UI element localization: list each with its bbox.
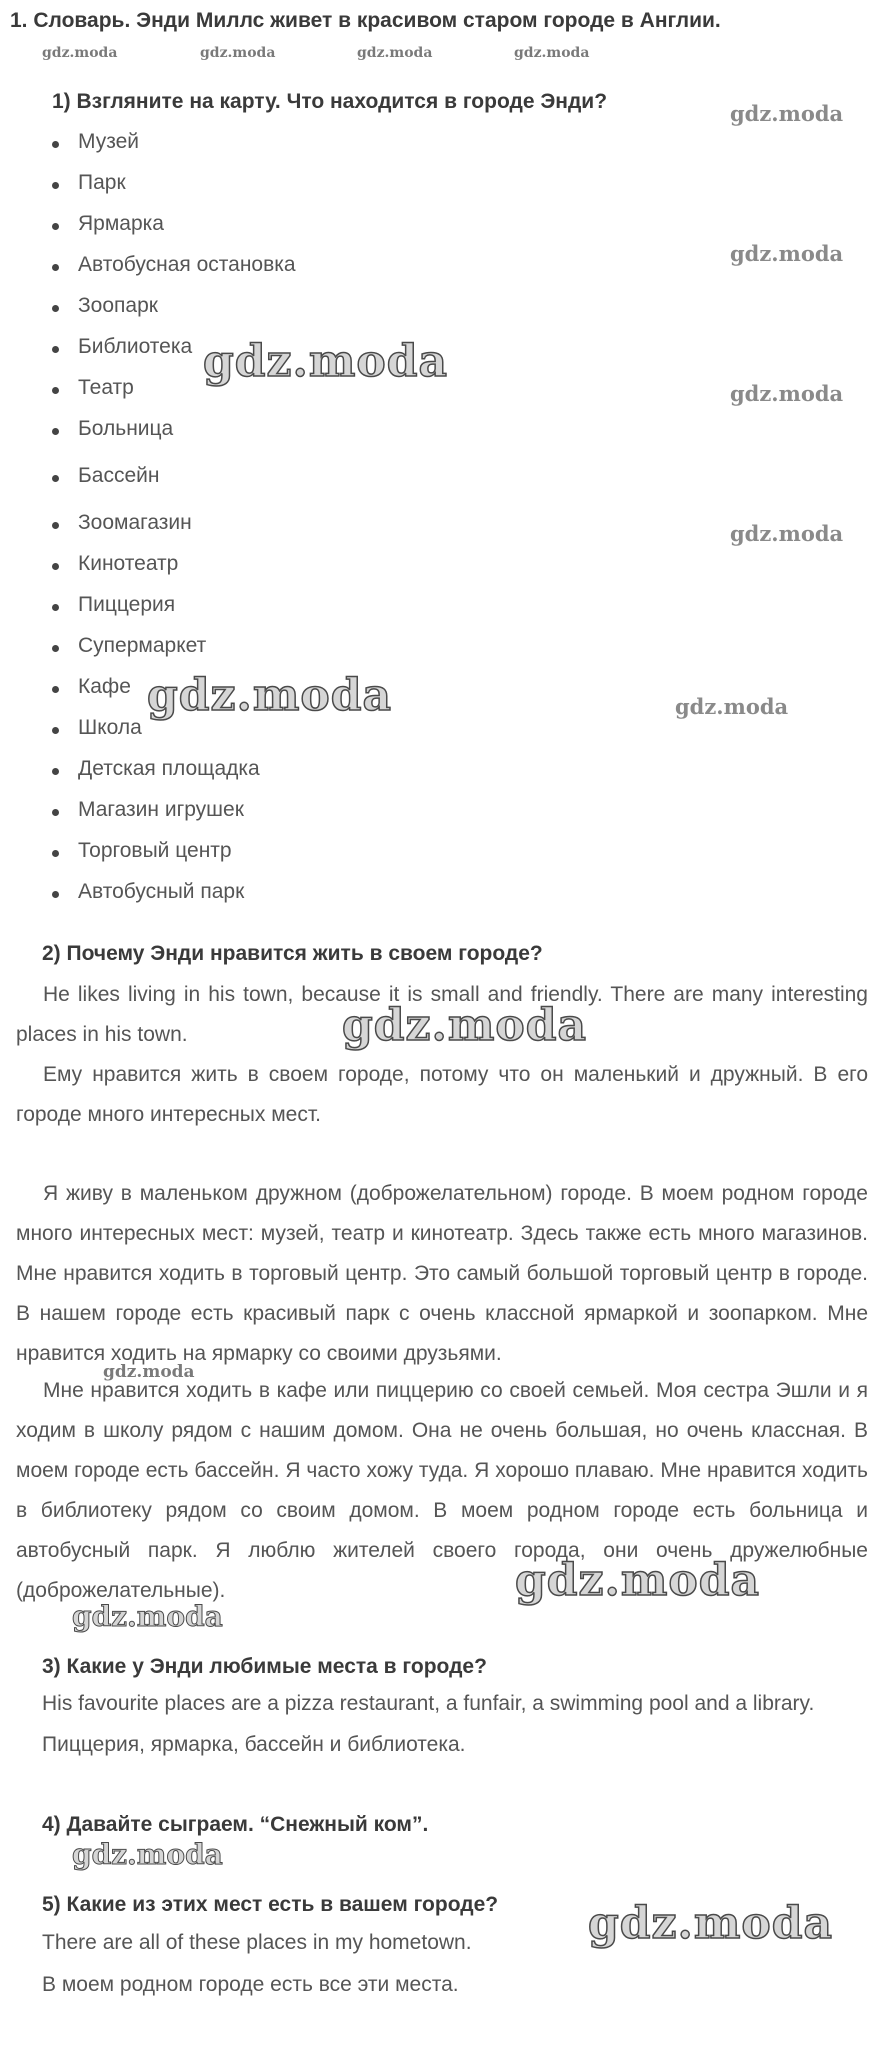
- section5-heading: 5) Какие из этих мест есть в вашем городе?: [42, 1893, 499, 1916]
- list-item: Музей: [40, 130, 139, 154]
- watermark: gdz.moda: [730, 241, 844, 266]
- watermark: gdz.moda: [103, 1362, 195, 1382]
- answer-en: There are all of these places in my hometown.: [42, 1931, 472, 1954]
- section4-heading: 4) Давайте сыграем. “Снежный ком”.: [42, 1813, 429, 1836]
- watermark: gdz.moda: [514, 45, 590, 61]
- watermark: gdz.moda: [515, 1555, 761, 1606]
- answer-ru: Ему нравится жить в своем городе, потому что он маленький и дружный. В его городе много интересных мест.: [16, 1063, 868, 1126]
- list-item: Школа: [40, 716, 142, 740]
- watermark: gdz.moda: [72, 1838, 223, 1871]
- watermark: gdz.moda: [147, 670, 393, 721]
- section1-heading: 1) Взгляните на карту. Что находится в городе Энди?: [52, 90, 608, 113]
- list-item: Библиотека: [40, 335, 192, 359]
- watermark: gdz.moda: [203, 336, 449, 387]
- places-list: [40, 0, 440, 920]
- answer-ru: Пиццерия, ярмарка, бассейн и библиотека.: [42, 1733, 466, 1756]
- list-item: Кафе: [40, 675, 131, 699]
- answer-ru: В моем родном городе есть все эти места.: [42, 1973, 459, 1996]
- list-item: Супермаркет: [40, 634, 206, 658]
- list-item: Зоомагазин: [40, 511, 192, 535]
- watermark: gdz.moda: [588, 1898, 834, 1949]
- watermark: gdz.moda: [675, 694, 789, 719]
- watermark: gdz.moda: [200, 45, 276, 61]
- list-item: Пиццерия: [40, 593, 175, 617]
- list-item: Автобусная остановка: [40, 253, 296, 277]
- watermark: gdz.moda: [72, 1600, 223, 1633]
- list-item: Бассейн: [40, 464, 159, 488]
- list-item: Театр: [40, 376, 134, 400]
- essay-paragraph-1: Я живу в маленьком дружном (доброжелательном) городе. В моем родном городе много интересных мест: музей, театр и кинотеатр. Здесь также есть много магазинов. Мне нравится ходить в торговый центр. Это самый большой торговый центр в городе. В нашем городе есть красивый парк с очень классной ярмаркой и зоопарком. Мне нравится ходить на ярмарку со своими друзьями.: [16, 1182, 868, 1365]
- watermark: gdz.moda: [357, 45, 433, 61]
- list-item: Автобусный парк: [40, 880, 244, 904]
- watermark: gdz.moda: [730, 521, 844, 546]
- watermark: gdz.moda: [342, 1000, 588, 1051]
- list-item: Ярмарка: [40, 212, 164, 236]
- list-item: Больница: [40, 417, 173, 441]
- list-item: Парк: [40, 171, 126, 195]
- answer-en: His favourite places are a pizza restaurant, a funfair, a swimming pool and a library.: [42, 1692, 815, 1715]
- list-item: Детская площадка: [40, 757, 260, 781]
- page-title: 1. Словарь. Энди Миллс живет в красивом старом городе в Англии.: [10, 9, 721, 32]
- list-item: Кинотеатр: [40, 552, 178, 576]
- list-item: Торговый центр: [40, 839, 232, 863]
- section3-heading: 3) Какие у Энди любимые места в городе?: [42, 1655, 487, 1678]
- section2-heading: 2) Почему Энди нравится жить в своем городе?: [42, 942, 543, 965]
- watermark: gdz.moda: [730, 101, 844, 126]
- list-item: Зоопарк: [40, 294, 158, 318]
- essay-paragraph-2: Мне нравится ходить в кафе или пиццерию со своей семьей. Моя сестра Эшли и я ходим в школу рядом с нашим домом. Она не очень большая, но очень классная. В моем городе есть бассейн. Я часто хожу туда. Я хорошо плаваю. Мне нравится ходить в библиотеку рядом со своим домом. В моем родном городе есть больница и автобусный парк. Я люблю жителей своего города, они очень дружелюбные (доброжелательные).: [16, 1379, 868, 1602]
- watermark: gdz.moda: [42, 45, 118, 61]
- answer-en: He likes living in his town, because it is small and friendly. There are many interesting places in his town.: [16, 983, 868, 1046]
- watermark: gdz.moda: [730, 381, 844, 406]
- list-item: Магазин игрушек: [40, 798, 244, 822]
